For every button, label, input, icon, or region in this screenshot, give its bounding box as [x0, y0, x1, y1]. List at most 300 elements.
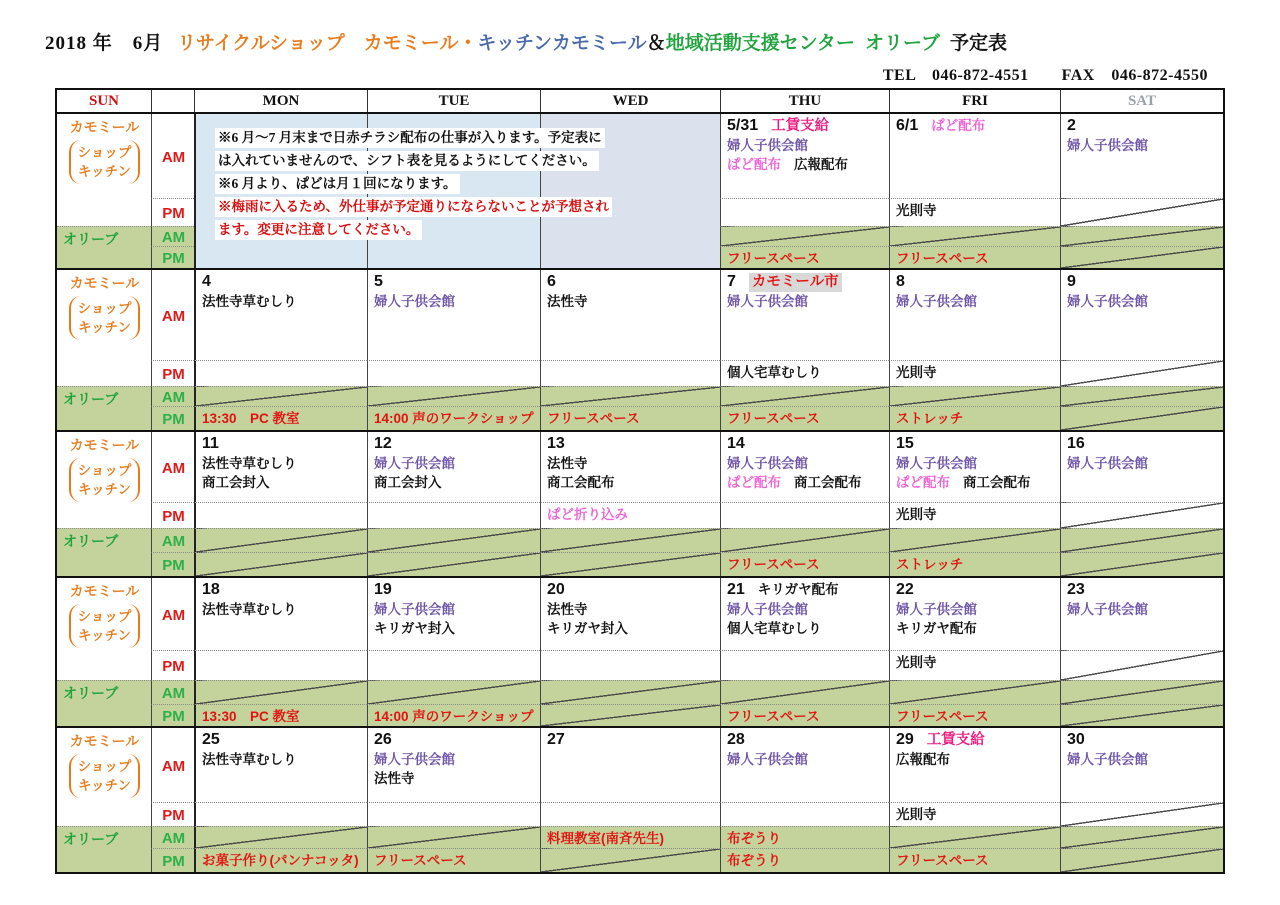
- cell-w5-fri-opm: [889, 848, 1060, 872]
- event-text: 婦人子供会館: [1067, 752, 1148, 767]
- date-number: 20: [547, 581, 565, 598]
- cell-w5-tue-pm: [367, 802, 540, 826]
- camomile-sublabels: [69, 458, 141, 502]
- cell-w1-thu-opm: [720, 246, 889, 268]
- cell-w3-tue-am: [367, 432, 540, 502]
- cell-w2-sat-oam: [1060, 386, 1223, 406]
- camomile-row-label: カモミール ショップ キッチン: [57, 728, 151, 826]
- cell-w3-wed-opm: [540, 552, 720, 576]
- date-number: 12: [374, 435, 392, 452]
- event-text: フリースペース: [727, 411, 820, 426]
- cell-w3-wed-am: [540, 432, 720, 502]
- cell-w2-fri-am: [889, 270, 1060, 360]
- olive-row-label: オリーブ: [57, 826, 151, 872]
- date-number: 22: [896, 581, 914, 598]
- event-text: 婦人子供会館: [374, 752, 455, 767]
- cell-w2-tue-opm: [367, 406, 540, 430]
- cell-w2-thu-oam: [720, 386, 889, 406]
- event-line: [547, 292, 715, 311]
- cell-w2-thu-am: [720, 270, 889, 360]
- date-number: 5/31: [727, 117, 759, 134]
- sublabel: キッチン: [77, 482, 132, 497]
- event-line: [896, 473, 1055, 492]
- event-text: 布ぞうり: [727, 831, 781, 846]
- event-text: 光則寺: [896, 365, 937, 380]
- event-text: フリースペース: [896, 709, 989, 724]
- cell-w5-sat-opm: [1060, 848, 1223, 872]
- cell-w4-fri-pm: [889, 650, 1060, 680]
- week-row-3: [57, 430, 1223, 576]
- cell-w5-mon-am: [194, 728, 367, 802]
- event-line: [896, 454, 1055, 473]
- cell-w5-wed-oam: [540, 826, 720, 848]
- sublabel: キッチン: [77, 164, 132, 179]
- cell-w2-fri-pm: [889, 360, 1060, 386]
- event-line: [896, 249, 1055, 268]
- event-line: [1067, 272, 1218, 292]
- event-text: キリガヤ封入: [374, 621, 455, 636]
- event-text: ストレッチ: [896, 557, 964, 572]
- header-wed: WED: [540, 90, 720, 112]
- event-line: [727, 707, 884, 726]
- event-line: [374, 707, 535, 726]
- event-line: [374, 730, 535, 750]
- cell-w2-tue-am: [367, 270, 540, 360]
- cell-w4-wed-am: [540, 578, 720, 650]
- event-text: ぱど配布: [931, 118, 986, 133]
- event-line: [202, 292, 362, 311]
- event-line: [202, 272, 362, 292]
- date-number: 16: [1067, 435, 1085, 452]
- event-text: 光則寺: [896, 655, 937, 670]
- event-text: フリースペース: [547, 411, 640, 426]
- notice-line: ※梅雨に入るため、外仕事が予定通りにならないことが予想され: [215, 197, 735, 217]
- event-line: [896, 805, 1055, 824]
- event-line: [374, 292, 535, 311]
- cell-w2-mon-oam: [194, 386, 367, 406]
- camomile-row-label: カモミール ショップ キッチン: [57, 270, 151, 386]
- event-text: 13:30 PC 教室: [202, 411, 300, 426]
- header-tue: TUE: [367, 90, 540, 112]
- event-text: 婦人子供会館: [374, 294, 455, 309]
- event-line: [727, 851, 884, 870]
- am-label-olive: AM: [151, 826, 194, 848]
- event-line: [1067, 292, 1218, 311]
- date-number: 2: [1067, 117, 1076, 134]
- event-text: キリガヤ配布: [896, 621, 977, 636]
- cell-w4-mon-am: [194, 578, 367, 650]
- event-line: [896, 363, 1055, 382]
- event-text: 広報配布: [896, 752, 950, 767]
- cell-w2-wed-oam: [540, 386, 720, 406]
- date-number: 11: [202, 435, 219, 452]
- event-text: 法性寺草むしり: [202, 456, 297, 471]
- am-label-camomile: AM: [151, 728, 194, 802]
- event-line: [727, 750, 884, 769]
- event-text: フリースペース: [727, 251, 820, 266]
- date-number: 5: [374, 273, 383, 290]
- event-text: ぱど配布: [727, 475, 781, 490]
- event-text: 婦人子供会館: [1067, 602, 1148, 617]
- event-line: [896, 555, 1055, 574]
- event-text: 婦人子供会館: [896, 456, 977, 471]
- event-line: [547, 829, 715, 848]
- event-text: キリガヤ封入: [547, 621, 628, 636]
- cell-w5-tue-am: [367, 728, 540, 802]
- date-number: 9: [1067, 273, 1076, 290]
- week-row-4: [57, 576, 1223, 726]
- pm-label-olive: PM: [151, 406, 194, 430]
- cell-w2-sat-pm: [1060, 360, 1223, 386]
- event-text: 婦人子供会館: [727, 752, 808, 767]
- cell-w4-thu-am: [720, 578, 889, 650]
- event-text: 商工会配布: [794, 475, 862, 490]
- week-row-1: [57, 112, 1223, 268]
- cell-w4-wed-pm: [540, 650, 720, 680]
- cell-w5-wed-am: [540, 728, 720, 802]
- event-text: ぱど折り込み: [547, 507, 628, 522]
- date-number: 7: [727, 273, 736, 290]
- cell-w1-tue-opm: [367, 246, 540, 268]
- event-line: [727, 619, 884, 638]
- am-label-olive: AM: [151, 528, 194, 552]
- cell-w5-mon-opm: [194, 848, 367, 872]
- cell-w4-sat-opm: [1060, 704, 1223, 726]
- event-text: 婦人子供会館: [896, 294, 977, 309]
- event-line: [727, 136, 884, 155]
- event-line: [727, 409, 884, 428]
- cell-w1-fri-opm: [889, 246, 1060, 268]
- cell-w3-mon-am: [194, 432, 367, 502]
- am-label-olive: AM: [151, 386, 194, 406]
- cell-w5-mon-oam: [194, 826, 367, 848]
- event-text: 商工会封入: [374, 475, 442, 490]
- event-text: 光則寺: [896, 507, 937, 522]
- event-line: [547, 619, 715, 638]
- event-line: [896, 653, 1055, 672]
- event-line: [202, 707, 362, 726]
- event-text: 法性寺: [374, 771, 415, 786]
- cell-w4-sat-pm: [1060, 650, 1223, 680]
- event-text: フリースペース: [374, 853, 467, 868]
- sublabel: ショップ: [77, 145, 132, 160]
- event-text: 布ぞうり: [727, 853, 781, 868]
- cell-w3-thu-am: [720, 432, 889, 502]
- camomile-sublabels: [69, 296, 141, 340]
- cell-w1-fri-pm: [889, 198, 1060, 226]
- event-line: [896, 600, 1055, 619]
- event-line: [896, 619, 1055, 638]
- event-text: 工賃支給: [926, 732, 985, 748]
- cell-w3-thu-oam: [720, 528, 889, 552]
- event-line: [374, 473, 535, 492]
- sublabel: ショップ: [77, 301, 132, 316]
- event-line: [727, 272, 884, 292]
- event-text: 婦人子供会館: [374, 456, 455, 471]
- am-label-camomile: AM: [151, 270, 194, 360]
- event-line: [727, 116, 884, 136]
- cell-w4-sat-am: [1060, 578, 1223, 650]
- event-line: [547, 505, 715, 524]
- page-title: [45, 28, 1007, 55]
- event-line: [1067, 454, 1218, 473]
- event-line: [202, 434, 362, 454]
- cell-w1-thu-oam: [720, 226, 889, 246]
- cell-w2-thu-pm: [720, 360, 889, 386]
- event-text: 婦人子供会館: [727, 294, 808, 309]
- event-line: [727, 454, 884, 473]
- event-line: [374, 769, 535, 788]
- event-line: [896, 851, 1055, 870]
- cell-w3-fri-opm: [889, 552, 1060, 576]
- event-line: [727, 292, 884, 311]
- event-line: [547, 454, 715, 473]
- cell-w1-fri-am: [889, 114, 1060, 198]
- date-number: 6/1: [896, 117, 919, 134]
- cell-w5-tue-oam: [367, 826, 540, 848]
- event-line: [547, 409, 715, 428]
- cell-w1-sat-am: [1060, 114, 1223, 198]
- event-line: [374, 750, 535, 769]
- event-text: 婦人子供会館: [374, 602, 455, 617]
- event-text: 14:00 声のワークショップ: [374, 411, 534, 426]
- tel-fax-line: TEL 046-872-4551 FAX 046-872-4550: [882, 67, 1208, 84]
- event-line: [202, 409, 362, 428]
- event-line: [374, 409, 535, 428]
- cell-w4-fri-am: [889, 578, 1060, 650]
- date-number: 26: [374, 731, 392, 748]
- event-text: 工賃支給: [771, 118, 830, 134]
- event-line: [202, 454, 362, 473]
- event-text: 個人宅草むしり: [727, 621, 822, 636]
- event-text: 料理教室(南斉先生): [547, 831, 664, 846]
- header-sat: SAT: [1060, 90, 1223, 112]
- cell-w4-sat-oam: [1060, 680, 1223, 704]
- event-text: 法性寺: [547, 602, 588, 617]
- cell-w1-sat-oam: [1060, 226, 1223, 246]
- cell-w5-fri-pm: [889, 802, 1060, 826]
- cell-w2-tue-pm: [367, 360, 540, 386]
- event-line: [896, 409, 1055, 428]
- event-line: [202, 730, 362, 750]
- week-row-2: [57, 268, 1223, 430]
- event-text: 法性寺: [547, 294, 588, 309]
- event-line: [547, 473, 715, 492]
- cell-w3-tue-pm: [367, 502, 540, 528]
- cell-w3-mon-opm: [194, 552, 367, 576]
- cell-w4-tue-opm: [367, 704, 540, 726]
- cell-w1-thu-am: [720, 114, 889, 198]
- event-text: 広報配布: [794, 157, 848, 172]
- notice-line: ※6 月～7 月末まで日赤チラシ配布の仕事が入ります。予定表に: [215, 128, 735, 148]
- olive-row-label: オリーブ: [57, 386, 151, 430]
- event-text: 婦人子供会館: [896, 602, 977, 617]
- event-line: [202, 851, 362, 870]
- title-schedule-suffix: 予定表: [950, 33, 1008, 54]
- event-line: [896, 201, 1055, 220]
- camomile-row-label: カモミール ショップ キッチン: [57, 114, 151, 226]
- event-line: [1067, 750, 1218, 769]
- cell-w3-wed-pm: [540, 502, 720, 528]
- event-line: [1067, 434, 1218, 454]
- event-line: [374, 851, 535, 870]
- event-line: [896, 116, 1055, 136]
- event-line: [727, 829, 884, 848]
- cell-w4-tue-pm: [367, 650, 540, 680]
- event-text: ストレッチ: [896, 411, 964, 426]
- event-line: [1067, 116, 1218, 136]
- cell-w2-wed-pm: [540, 360, 720, 386]
- notice-line: ます。変更に注意してください。: [215, 220, 735, 240]
- event-text: 婦人子供会館: [727, 138, 808, 153]
- event-text: フリースペース: [727, 557, 820, 572]
- cell-w2-sat-opm: [1060, 406, 1223, 430]
- notice-line: は入れていませんので、シフト表を見るようにしてください。: [215, 151, 735, 171]
- cell-w3-fri-pm: [889, 502, 1060, 528]
- cell-w5-fri-oam: [889, 826, 1060, 848]
- cell-w2-mon-am: [194, 270, 367, 360]
- cell-w1-wed-opm: [540, 246, 720, 268]
- event-text: 商工会配布: [547, 475, 615, 490]
- cell-w1-thu-pm: [720, 198, 889, 226]
- event-line: [896, 580, 1055, 600]
- event-line: [727, 730, 884, 750]
- cell-w4-thu-pm: [720, 650, 889, 680]
- event-text: 婦人子供会館: [1067, 294, 1148, 309]
- title-ampersand: ＆: [646, 33, 666, 54]
- event-line: [374, 272, 535, 292]
- event-line: [727, 434, 884, 454]
- event-text: 商工会封入: [202, 475, 270, 490]
- pm-label-camomile: PM: [151, 198, 194, 226]
- event-line: [547, 272, 715, 292]
- pm-label-olive: PM: [151, 552, 194, 576]
- cell-w4-wed-opm: [540, 704, 720, 726]
- cell-w4-fri-opm: [889, 704, 1060, 726]
- cell-w5-thu-oam: [720, 826, 889, 848]
- event-text: キリガヤ配布: [757, 582, 839, 597]
- title-kitchen-camomile: キッチンカモミール: [477, 33, 647, 54]
- camomile-sublabels: [69, 140, 141, 184]
- cell-w5-sat-oam: [1060, 826, 1223, 848]
- pm-label-camomile: PM: [151, 502, 194, 528]
- event-text: ぱど配布: [727, 157, 781, 172]
- date-number: 21: [727, 581, 745, 598]
- event-line: [896, 730, 1055, 750]
- cell-w4-tue-oam: [367, 680, 540, 704]
- olive-row-label: オリーブ: [57, 226, 151, 268]
- header-thu: THU: [720, 90, 889, 112]
- cell-w5-wed-opm: [540, 848, 720, 872]
- pm-label-camomile: PM: [151, 802, 194, 826]
- event-line: [547, 730, 715, 750]
- event-text: フリースペース: [727, 709, 820, 724]
- sublabel: キッチン: [77, 320, 132, 335]
- date-number: 29: [896, 731, 914, 748]
- event-text: 光則寺: [896, 203, 937, 218]
- header-mon: MON: [194, 90, 367, 112]
- date-number: 30: [1067, 731, 1085, 748]
- event-line: [896, 292, 1055, 311]
- cell-w2-thu-opm: [720, 406, 889, 430]
- event-line: [896, 434, 1055, 454]
- cell-w3-thu-opm: [720, 552, 889, 576]
- title-year-month: 2018 年 6月: [45, 33, 164, 54]
- cell-w3-wed-oam: [540, 528, 720, 552]
- event-text: 婦人子供会館: [1067, 456, 1148, 471]
- event-text: 光則寺: [896, 807, 937, 822]
- cell-w5-wed-pm: [540, 802, 720, 826]
- schedule-table: [55, 88, 1225, 874]
- cell-w5-thu-pm: [720, 802, 889, 826]
- event-line: [896, 505, 1055, 524]
- cell-w5-tue-opm: [367, 848, 540, 872]
- cell-w5-thu-am: [720, 728, 889, 802]
- event-line: [202, 600, 362, 619]
- cell-w5-thu-opm: [720, 848, 889, 872]
- cell-w1-fri-oam: [889, 226, 1060, 246]
- event-line: [727, 363, 884, 382]
- event-line: [374, 580, 535, 600]
- cell-w4-tue-am: [367, 578, 540, 650]
- cell-w5-mon-pm: [194, 802, 367, 826]
- cell-w1-sat-opm: [1060, 246, 1223, 268]
- am-label-olive: AM: [151, 680, 194, 704]
- cell-w2-sat-am: [1060, 270, 1223, 360]
- event-line: [547, 600, 715, 619]
- cell-w3-sat-opm: [1060, 552, 1223, 576]
- week-row-5: [57, 726, 1223, 872]
- event-line: [374, 454, 535, 473]
- date-number: 15: [896, 435, 914, 452]
- am-label-olive: AM: [151, 226, 194, 246]
- cell-w3-fri-oam: [889, 528, 1060, 552]
- date-number: 13: [547, 435, 565, 452]
- camomile-sublabels: [69, 604, 141, 648]
- camomile-sublabels: [69, 754, 141, 798]
- cell-w4-mon-opm: [194, 704, 367, 726]
- olive-row-label: オリーブ: [57, 528, 151, 576]
- date-number: 23: [1067, 581, 1085, 598]
- event-line: [1067, 600, 1218, 619]
- event-line: [547, 580, 715, 600]
- cell-w3-sat-am: [1060, 432, 1223, 502]
- sublabel: ショップ: [77, 759, 132, 774]
- am-label-camomile: AM: [151, 578, 194, 650]
- cell-w4-thu-opm: [720, 704, 889, 726]
- cell-w3-tue-opm: [367, 552, 540, 576]
- header-spacer: [151, 90, 194, 112]
- event-text: 13:30 PC 教室: [202, 709, 300, 724]
- event-line: [1067, 730, 1218, 750]
- cell-w2-fri-oam: [889, 386, 1060, 406]
- camomile-row-label: カモミール ショップ キッチン: [57, 432, 151, 528]
- cell-w3-tue-oam: [367, 528, 540, 552]
- cell-w1-mon-opm: [194, 246, 367, 268]
- event-line: [547, 434, 715, 454]
- event-line: [202, 580, 362, 600]
- cell-w3-mon-oam: [194, 528, 367, 552]
- camomile-row-label: カモミール ショップ キッチン: [57, 578, 151, 680]
- event-text: 法性寺草むしり: [202, 294, 297, 309]
- olive-row-label: オリーブ: [57, 680, 151, 726]
- sublabel: キッチン: [77, 628, 132, 643]
- date-number: 6: [547, 273, 556, 290]
- event-line: [1067, 580, 1218, 600]
- title-olive: オリーブ: [864, 33, 940, 54]
- sublabel: ショップ: [77, 463, 132, 478]
- event-text: 商工会配布: [963, 475, 1031, 490]
